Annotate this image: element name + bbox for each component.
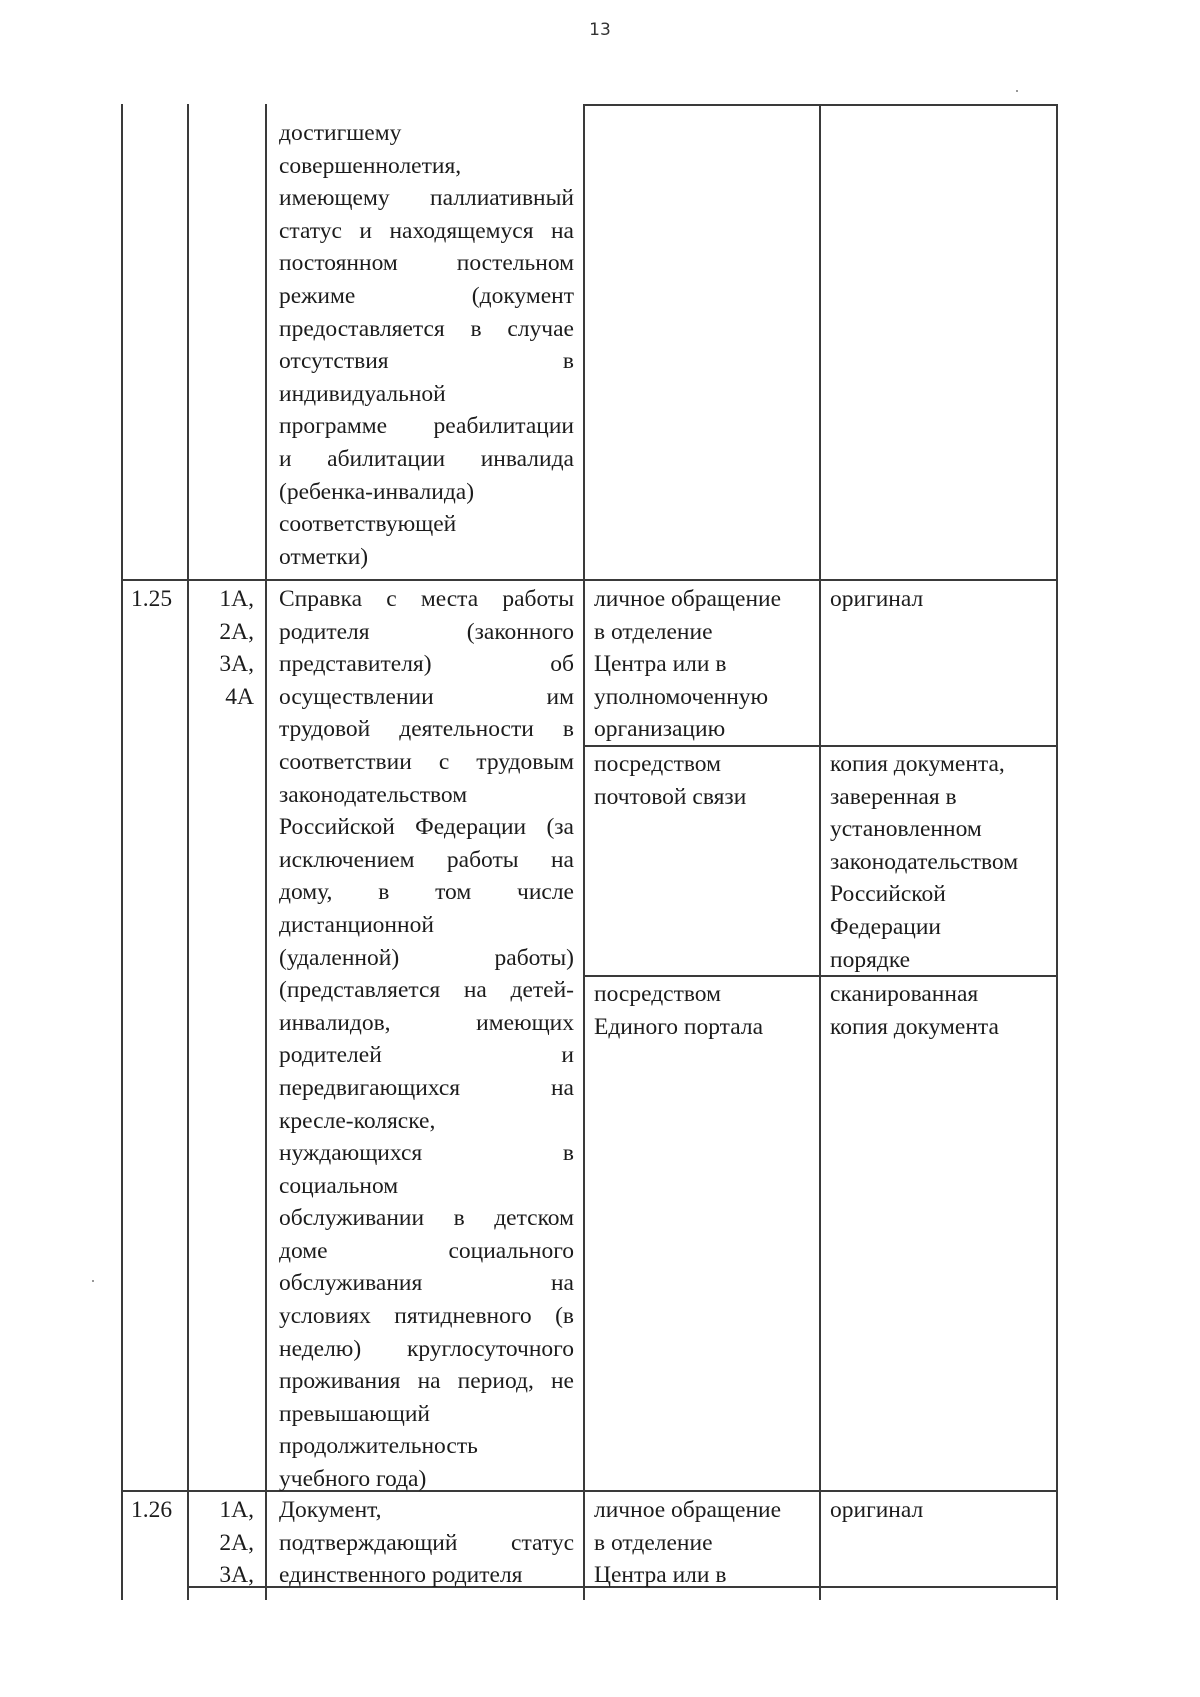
- text-line: личное обращение: [594, 1497, 782, 1523]
- category-codes: [193, 583, 254, 713]
- text-line: подтверждающий статус: [279, 1529, 574, 1556]
- table-column-divider: [583, 104, 585, 1600]
- text-line: Центра или в: [594, 651, 727, 678]
- text-line: статус и находящемуся на: [279, 217, 574, 244]
- text-line: 3А,: [219, 651, 254, 678]
- table-border-left: [121, 104, 123, 1600]
- text-line: копия документа: [830, 1013, 999, 1040]
- text-line: посредством: [594, 751, 721, 777]
- text-line: организацию: [594, 716, 726, 743]
- scan-speck: [1016, 90, 1018, 92]
- text-line: программе реабилитации: [279, 413, 574, 440]
- text-line: 1А,: [219, 1497, 254, 1523]
- text-line: личное обращение: [594, 586, 782, 612]
- text-line: проживания на период, не: [279, 1368, 574, 1395]
- text-line: 2А,: [219, 1529, 254, 1556]
- text-line: оригинал: [830, 586, 924, 612]
- category-codes: [193, 1494, 254, 1592]
- text-line: обслуживании в детском: [279, 1205, 574, 1232]
- text-line: 2А,: [219, 618, 254, 645]
- table-column-divider: [187, 104, 189, 1600]
- text-line: соответствующей: [279, 511, 457, 538]
- text-line: 3А,: [219, 1562, 254, 1589]
- scan-speck: [92, 1280, 94, 1282]
- text-line: индивидуальной: [279, 380, 446, 407]
- text-line: Федерации: [830, 913, 941, 940]
- text-line: заверенная в: [830, 783, 957, 810]
- text-line: 1А,: [219, 586, 254, 612]
- document-form: [830, 583, 1052, 616]
- row-number: 1.25: [131, 586, 173, 612]
- text-line: режиме (документ: [279, 282, 574, 309]
- text-line: уполномоченную: [594, 683, 769, 710]
- page-number: 13: [589, 20, 611, 40]
- text-line: передвигающихся на: [279, 1074, 574, 1101]
- text-line: в отделение: [594, 1529, 713, 1556]
- text-line: 4А: [225, 683, 254, 710]
- text-line: законодательством: [279, 781, 468, 808]
- text-line: доме социального: [279, 1237, 574, 1264]
- submission-method: [594, 748, 814, 813]
- text-line: в отделение: [594, 618, 713, 645]
- text-line: неделю) круглосуточного: [279, 1335, 574, 1362]
- text-line: продолжительность: [279, 1433, 478, 1460]
- document-form: [830, 748, 1052, 976]
- text-line: постоянном постельном: [279, 250, 574, 277]
- text-line: трудовой деятельности в: [279, 716, 574, 743]
- text-line: Центра или в: [594, 1562, 727, 1589]
- text-line: (удаленной) работы): [279, 944, 574, 971]
- text-line: дистанционной: [279, 911, 434, 938]
- text-line: установленном: [830, 816, 982, 843]
- text-line: условиях пятидневного (в: [279, 1303, 574, 1330]
- text-line: оригинал: [830, 1497, 924, 1523]
- text-line: копия документа,: [830, 751, 1005, 777]
- text-line: законодательством: [830, 848, 1019, 875]
- table-border-top: [583, 104, 1058, 106]
- document-description: [279, 583, 574, 1496]
- text-line: обслуживания на: [279, 1270, 574, 1297]
- text-line: совершеннолетия,: [279, 152, 462, 179]
- text-line: единственного родителя: [279, 1562, 523, 1589]
- table-border-right: [1056, 104, 1058, 1600]
- text-line: Документ,: [279, 1497, 382, 1523]
- text-line: Справка с места работы: [279, 586, 574, 612]
- submission-method: [594, 978, 814, 1043]
- text-line: социальном: [279, 1172, 399, 1199]
- text-line: учебного года): [279, 1466, 427, 1493]
- text-line: (ребенка-инвалида): [279, 478, 475, 505]
- submission-method: [594, 583, 814, 746]
- row-number: 1.26: [131, 1497, 173, 1523]
- text-line: родителей и: [279, 1042, 574, 1069]
- text-line: родителя (законного: [279, 618, 574, 645]
- text-line: превышающий: [279, 1400, 430, 1427]
- document-description: [279, 1494, 574, 1592]
- document-description: [279, 117, 574, 573]
- text-line: представителя) об: [279, 651, 574, 678]
- table-column-divider: [819, 104, 821, 1600]
- text-line: инвалидов, имеющих: [279, 1009, 574, 1036]
- text-line: дому, в том числе: [279, 879, 574, 906]
- text-line: и абилитации инвалида: [279, 445, 574, 472]
- text-line: нуждающихся в: [279, 1140, 574, 1167]
- text-line: порядке: [830, 946, 911, 973]
- row-divider: [121, 579, 1058, 581]
- text-line: кресле-коляске,: [279, 1107, 436, 1134]
- text-line: достигшему: [279, 120, 402, 146]
- text-line: сканированная: [830, 981, 979, 1007]
- text-line: (представляется на детей-: [279, 977, 574, 1004]
- text-line: отсутствия в: [279, 348, 574, 375]
- text-line: отметки): [279, 543, 369, 570]
- submission-method: [594, 1494, 814, 1592]
- text-line: почтовой связи: [594, 783, 747, 810]
- text-line: осуществлении им: [279, 683, 574, 710]
- text-line: имеющему паллиативный: [279, 185, 574, 212]
- text-line: исключением работы на: [279, 846, 574, 873]
- text-line: посредством: [594, 981, 721, 1007]
- document-form: [830, 978, 1052, 1043]
- table-column-divider: [265, 104, 267, 1600]
- row-divider: [121, 1490, 1058, 1492]
- text-line: Единого портала: [594, 1013, 764, 1040]
- text-line: предоставляется в случае: [279, 315, 574, 342]
- text-line: Российской Федерации (за: [279, 814, 574, 841]
- text-line: соответствии с трудовым: [279, 748, 574, 775]
- document-form: [830, 1494, 1052, 1527]
- text-line: Российской: [830, 881, 946, 908]
